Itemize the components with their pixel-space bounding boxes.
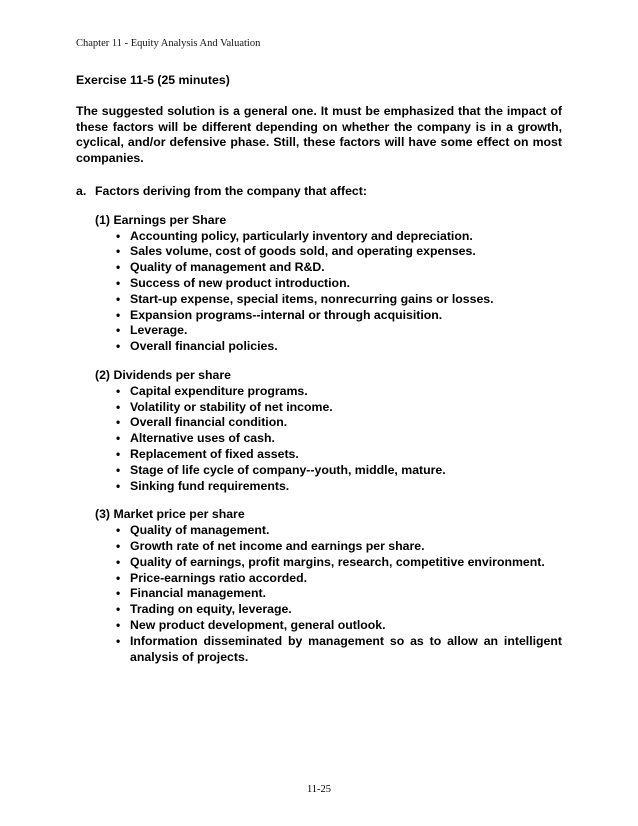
bullet-list: [95, 229, 562, 355]
bullet-glyph: •: [116, 617, 121, 632]
list-item: [116, 229, 562, 245]
list-item-text: Quality of earnings, profit margins, research, competitive environment.: [130, 554, 545, 569]
bullet-glyph: •: [116, 244, 121, 259]
group-title: (1) Earnings per Share: [95, 212, 227, 227]
bullet-glyph: •: [116, 478, 121, 493]
bullet-glyph: •: [116, 275, 121, 290]
factor-groups: [95, 213, 562, 666]
running-header: Chapter 11 - Equity Analysis And Valuation: [76, 38, 261, 49]
bullet-glyph: •: [116, 383, 121, 398]
document-body: [76, 73, 562, 678]
list-item-text: Leverage.: [130, 323, 188, 338]
bullet-glyph: •: [116, 554, 121, 569]
list-item-text: Financial management.: [130, 586, 266, 601]
list-item-text: Alternative uses of cash.: [130, 431, 275, 446]
list-item-text: Start-up expense, special items, nonrecurring gains or losses.: [130, 291, 494, 306]
bullet-glyph: •: [116, 228, 121, 243]
bullet-glyph: •: [116, 399, 121, 414]
list-item-text: Replacement of fixed assets.: [130, 446, 299, 461]
list-item: [116, 323, 562, 339]
list-item-text: Sales volume, cost of goods sold, and operating expenses.: [130, 244, 476, 259]
bullet-glyph: •: [116, 291, 121, 306]
list-item: [116, 308, 562, 324]
list-item-text: Quality of management.: [130, 523, 270, 538]
list-item-text: Quality of management and R&D.: [130, 260, 325, 275]
list-item: [116, 244, 562, 260]
list-item: [116, 602, 562, 618]
list-item: [116, 634, 562, 666]
section-a-title: Factors deriving from the company that affect:: [95, 183, 367, 198]
group-title: (2) Dividends per share: [95, 367, 231, 382]
bullet-glyph: •: [116, 260, 121, 275]
bullet-glyph: •: [116, 323, 121, 338]
bullet-glyph: •: [116, 307, 121, 322]
list-item-text: Success of new product introduction.: [130, 275, 350, 290]
list-item: [116, 292, 562, 308]
bullet-glyph: •: [116, 462, 121, 477]
list-item: [116, 447, 562, 463]
bullet-glyph: •: [116, 431, 121, 446]
list-item: [116, 479, 562, 495]
list-item-text: Price-earnings ratio accorded.: [130, 570, 308, 585]
list-item-text: Accounting policy, particularly inventory and depreciation.: [130, 228, 473, 243]
bullet-glyph: •: [116, 446, 121, 461]
list-item: [116, 400, 562, 416]
bullet-glyph: •: [116, 633, 121, 648]
list-item: [116, 586, 562, 602]
list-item-text: Growth rate of net income and earnings per share.: [130, 538, 425, 553]
factor-group-market-price: [95, 507, 562, 665]
list-item: [116, 555, 562, 571]
list-item: [116, 384, 562, 400]
list-item-text: Capital expenditure programs.: [130, 383, 308, 398]
list-item: [116, 523, 562, 539]
bullet-glyph: •: [116, 415, 121, 430]
list-item-text: Volatility or stability of net income.: [130, 399, 333, 414]
list-item-text: Stage of life cycle of company--youth, middle, mature.: [130, 462, 446, 477]
list-item-text: Expansion programs--internal or through acquisition.: [130, 307, 443, 322]
bullet-glyph: •: [116, 523, 121, 538]
list-item-text: Trading on equity, leverage.: [130, 602, 292, 617]
list-item: [116, 276, 562, 292]
group-title: (3) Market price per share: [95, 507, 245, 522]
exercise-title: Exercise 11-5 (25 minutes): [76, 73, 230, 87]
list-item-text: Sinking fund requirements.: [130, 478, 290, 493]
intro-paragraph: The suggested solution is a general one. It must be emphasized that the impact of these factors will be different depending on whether the company is in a growth, cyclical, and/or defensive phase. Still, these factors will have some effect on most companies.: [76, 103, 562, 166]
bullet-glyph: •: [116, 570, 121, 585]
section-a-marker: a.: [76, 183, 87, 198]
list-item-text: Overall financial policies.: [130, 339, 278, 354]
list-item-text: New product development, general outlook.: [130, 617, 386, 632]
list-item: [116, 431, 562, 447]
bullet-list: [95, 523, 562, 665]
page-number: 11-25: [306, 784, 332, 795]
factor-group-earnings: [95, 213, 562, 355]
list-item: [116, 539, 562, 555]
list-item-text: Information disseminated by management so as to allow an intelligent analysis of projects.: [130, 633, 562, 664]
bullet-glyph: •: [116, 339, 121, 354]
list-item: [116, 571, 562, 587]
list-item: [116, 415, 562, 431]
list-item: [116, 618, 562, 634]
list-item: [116, 260, 562, 276]
bullet-list: [95, 384, 562, 495]
list-item: [116, 463, 562, 479]
section-a-heading: [76, 184, 562, 200]
bullet-glyph: •: [116, 602, 121, 617]
bullet-glyph: •: [116, 538, 121, 553]
bullet-glyph: •: [116, 586, 121, 601]
factor-group-dividends: [95, 368, 562, 494]
list-item: [116, 339, 562, 355]
list-item-text: Overall financial condition.: [130, 415, 288, 430]
